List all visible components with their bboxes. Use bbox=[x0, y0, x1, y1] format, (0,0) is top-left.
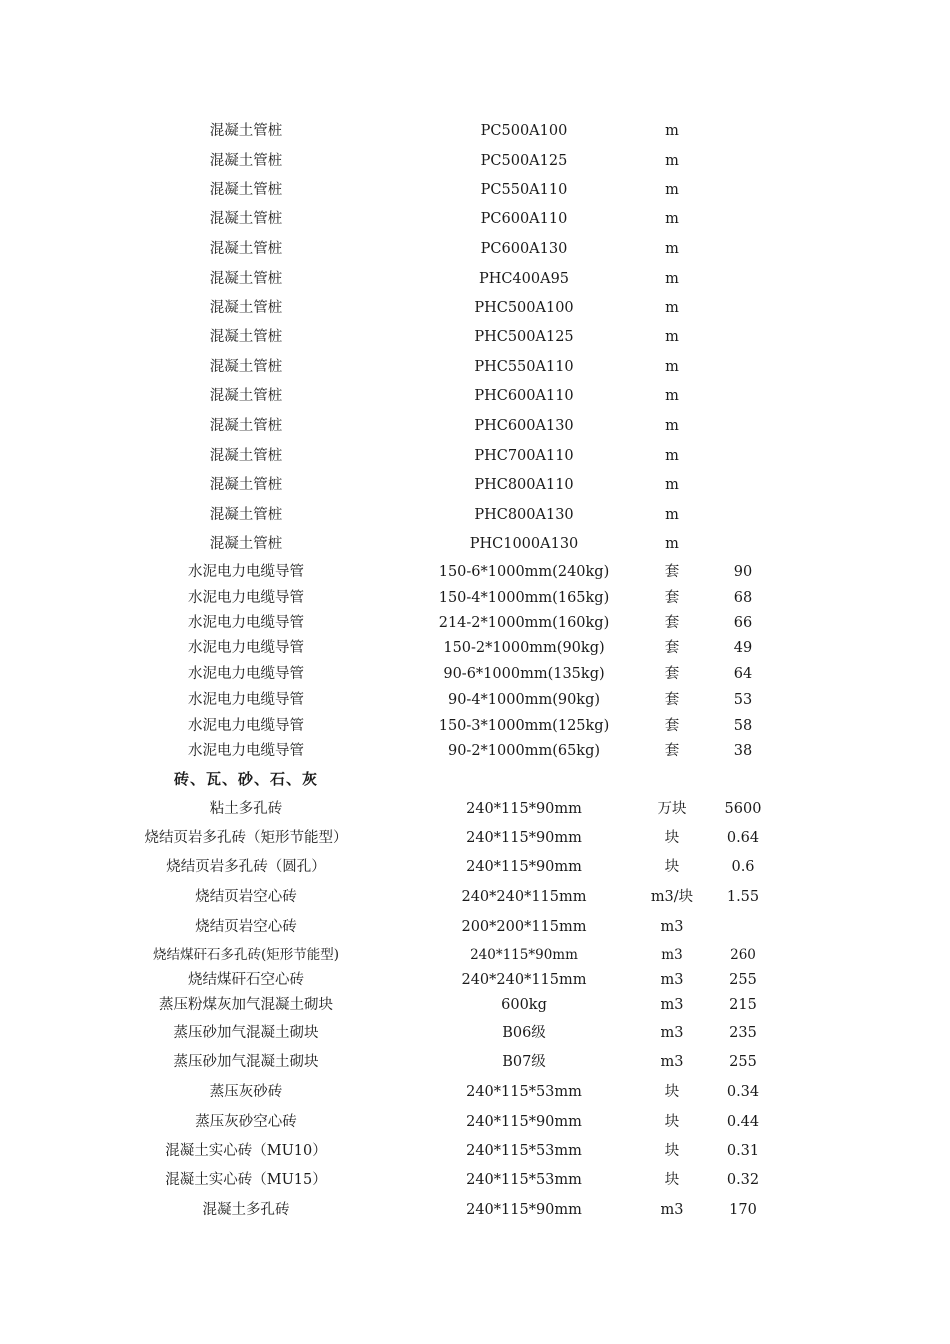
table-row bbox=[0, 1137, 950, 1165]
item-spec: PHC500A100 bbox=[474, 300, 574, 316]
item-unit: m3 bbox=[660, 1202, 684, 1218]
item-name: 蒸压砂加气混凝土砌块 bbox=[173, 1025, 319, 1041]
item-spec: PC550A110 bbox=[480, 182, 568, 198]
item-spec: PC600A130 bbox=[480, 241, 568, 257]
item-price: 38 bbox=[733, 743, 753, 759]
item-spec: PHC700A110 bbox=[474, 448, 574, 464]
item-spec: B07级 bbox=[502, 1054, 546, 1070]
item-unit: m bbox=[665, 448, 679, 464]
item-unit: 块 bbox=[664, 1172, 680, 1188]
item-unit: m bbox=[665, 241, 679, 257]
item-spec: PHC800A130 bbox=[474, 507, 574, 523]
item-name: 蒸压粉煤灰加气混凝土砌块 bbox=[159, 997, 333, 1013]
item-spec: 240*115*90mm bbox=[466, 1202, 582, 1218]
item-price: 64 bbox=[733, 666, 753, 682]
item-name: 混凝土管桩 bbox=[209, 388, 283, 404]
item-unit: m3 bbox=[660, 997, 684, 1013]
item-unit: 套 bbox=[664, 692, 680, 708]
table-row bbox=[0, 941, 950, 969]
item-spec: 90-4*1000mm(90kg) bbox=[447, 692, 601, 708]
table-row bbox=[0, 686, 950, 714]
item-spec: PHC1000A130 bbox=[469, 536, 579, 552]
table-row bbox=[0, 382, 950, 410]
item-spec: 600kg bbox=[501, 997, 547, 1013]
table-row bbox=[0, 323, 950, 351]
item-unit: m bbox=[665, 153, 679, 169]
item-name: 混凝土管桩 bbox=[209, 153, 283, 169]
item-price bbox=[700, 382, 786, 410]
table-row bbox=[0, 442, 950, 470]
table-row bbox=[0, 412, 950, 440]
item-unit: 块 bbox=[664, 830, 680, 846]
item-price bbox=[700, 913, 786, 941]
table-row bbox=[0, 660, 950, 688]
item-price bbox=[700, 501, 786, 529]
item-spec: PHC600A130 bbox=[474, 418, 574, 434]
item-price bbox=[700, 205, 786, 233]
item-spec: 240*115*53mm bbox=[466, 1172, 582, 1188]
item-unit: 块 bbox=[664, 1084, 680, 1100]
item-spec: 200*200*115mm bbox=[461, 919, 587, 935]
item-name: 水泥电力电缆导管 bbox=[188, 743, 304, 759]
item-price: 5600 bbox=[724, 801, 762, 817]
item-price bbox=[700, 530, 786, 558]
item-name: 烧结页岩多孔砖（矩形节能型） bbox=[144, 830, 348, 846]
item-spec: 90-6*1000mm(135kg) bbox=[443, 666, 605, 682]
table-row bbox=[0, 1019, 950, 1047]
item-price: 260 bbox=[730, 947, 756, 963]
item-name: 烧结页岩空心砖 bbox=[195, 889, 297, 905]
item-spec: 240*240*115mm bbox=[461, 972, 587, 988]
item-spec: 240*115*90mm bbox=[470, 947, 578, 963]
table-row bbox=[0, 501, 950, 529]
item-name: 水泥电力电缆导管 bbox=[188, 640, 304, 656]
table-row bbox=[0, 853, 950, 881]
item-spec: PC500A125 bbox=[480, 153, 568, 169]
item-unit: m bbox=[665, 123, 679, 139]
item-spec: 240*115*90mm bbox=[466, 801, 582, 817]
table-row bbox=[0, 205, 950, 233]
item-name: 混凝土实心砖（MU10） bbox=[165, 1143, 327, 1159]
table-row bbox=[0, 1048, 950, 1076]
item-price: 0.64 bbox=[726, 830, 760, 846]
table-row bbox=[0, 558, 950, 586]
item-name: 水泥电力电缆导管 bbox=[188, 615, 304, 631]
item-unit: 套 bbox=[664, 615, 680, 631]
item-price: 90 bbox=[733, 564, 753, 580]
table-row bbox=[0, 634, 950, 662]
item-price: 0.32 bbox=[726, 1172, 760, 1188]
item-price bbox=[700, 235, 786, 263]
item-price: 68 bbox=[733, 590, 753, 606]
item-unit: m3 bbox=[660, 919, 684, 935]
table-row bbox=[0, 966, 950, 994]
item-price: 255 bbox=[729, 972, 757, 988]
item-name: 混凝土管桩 bbox=[209, 271, 283, 287]
item-unit: m3 bbox=[660, 972, 684, 988]
item-price bbox=[700, 176, 786, 204]
item-unit: m bbox=[665, 536, 679, 552]
item-name: 混凝土管桩 bbox=[209, 359, 283, 375]
item-unit: m bbox=[665, 359, 679, 375]
table-row bbox=[0, 176, 950, 204]
item-price bbox=[700, 353, 786, 381]
item-name: 蒸压灰砂空心砖 bbox=[195, 1114, 297, 1130]
item-price bbox=[700, 471, 786, 499]
item-spec: 150-6*1000mm(240kg) bbox=[438, 564, 610, 580]
table-row bbox=[0, 712, 950, 740]
table-row bbox=[0, 609, 950, 637]
item-name: 水泥电力电缆导管 bbox=[188, 590, 304, 606]
item-unit: m bbox=[665, 507, 679, 523]
table-row bbox=[0, 294, 950, 322]
item-spec: PHC550A110 bbox=[474, 359, 574, 375]
item-spec: 214-2*1000mm(160kg) bbox=[438, 615, 610, 631]
item-price bbox=[700, 442, 786, 470]
item-name: 水泥电力电缆导管 bbox=[188, 692, 304, 708]
item-spec: 240*115*90mm bbox=[466, 830, 582, 846]
item-unit: 块 bbox=[664, 1143, 680, 1159]
item-price: 0.34 bbox=[726, 1084, 760, 1100]
item-name: 烧结煤矸石空心砖 bbox=[188, 972, 304, 988]
table-row bbox=[0, 117, 950, 145]
item-spec: 150-4*1000mm(165kg) bbox=[438, 590, 610, 606]
item-spec: B06级 bbox=[502, 1025, 546, 1041]
item-name: 水泥电力电缆导管 bbox=[188, 564, 304, 580]
item-spec: 240*240*115mm bbox=[461, 889, 587, 905]
table-row bbox=[0, 584, 950, 612]
item-spec: PC600A110 bbox=[480, 211, 568, 227]
table-row bbox=[0, 353, 950, 381]
table-row bbox=[0, 913, 950, 941]
item-name: 蒸压灰砂砖 bbox=[209, 1084, 283, 1100]
item-name: 混凝土实心砖（MU15） bbox=[165, 1172, 327, 1188]
item-price bbox=[700, 294, 786, 322]
item-price bbox=[700, 323, 786, 351]
item-unit: 块 bbox=[664, 859, 680, 875]
item-price: 0.6 bbox=[731, 859, 755, 875]
item-price bbox=[700, 147, 786, 175]
item-unit: m bbox=[665, 329, 679, 345]
item-name: 烧结页岩多孔砖（圆孔） bbox=[166, 859, 326, 875]
item-price: 170 bbox=[729, 1202, 757, 1218]
item-price: 58 bbox=[733, 718, 753, 734]
item-unit: m3/块 bbox=[650, 889, 694, 905]
item-price bbox=[700, 117, 786, 145]
item-name: 混凝土管桩 bbox=[209, 182, 283, 198]
table-row bbox=[0, 1108, 950, 1136]
table-row bbox=[0, 883, 950, 911]
item-name: 混凝土管桩 bbox=[209, 300, 283, 316]
item-unit: m bbox=[665, 182, 679, 198]
table-row bbox=[0, 471, 950, 499]
item-unit: 套 bbox=[664, 590, 680, 606]
item-price: 49 bbox=[733, 640, 753, 656]
item-spec: 240*115*53mm bbox=[466, 1143, 582, 1159]
item-unit: 套 bbox=[664, 564, 680, 580]
item-unit: 套 bbox=[664, 640, 680, 656]
item-name: 混凝土管桩 bbox=[209, 123, 283, 139]
item-spec: PC500A100 bbox=[480, 123, 568, 139]
item-spec: PHC500A125 bbox=[474, 329, 574, 345]
item-unit: m bbox=[665, 300, 679, 316]
item-price: 235 bbox=[729, 1025, 757, 1041]
item-unit: 套 bbox=[664, 666, 680, 682]
item-price bbox=[700, 265, 786, 293]
item-price: 0.44 bbox=[726, 1114, 760, 1130]
item-name: 水泥电力电缆导管 bbox=[188, 718, 304, 734]
item-name: 混凝土管桩 bbox=[209, 211, 283, 227]
item-price: 66 bbox=[733, 615, 753, 631]
item-price: 1.55 bbox=[726, 889, 760, 905]
item-spec: PHC800A110 bbox=[474, 477, 574, 493]
item-name: 混凝土多孔砖 bbox=[202, 1202, 290, 1218]
item-unit: m3 bbox=[661, 947, 683, 963]
item-name: 混凝土管桩 bbox=[209, 507, 283, 523]
table-row bbox=[0, 265, 950, 293]
item-unit: 套 bbox=[664, 718, 680, 734]
item-spec: PHC600A110 bbox=[474, 388, 574, 404]
item-unit: m3 bbox=[660, 1054, 684, 1070]
item-spec: 240*115*90mm bbox=[466, 1114, 582, 1130]
item-name: 烧结煤矸石多孔砖(矩形节能型) bbox=[152, 947, 340, 963]
item-unit: m bbox=[665, 418, 679, 434]
item-spec: 240*115*53mm bbox=[466, 1084, 582, 1100]
item-name: 混凝土管桩 bbox=[209, 418, 283, 434]
table-row bbox=[0, 530, 950, 558]
item-name: 水泥电力电缆导管 bbox=[188, 666, 304, 682]
item-name: 烧结页岩空心砖 bbox=[195, 919, 297, 935]
table-row bbox=[0, 824, 950, 852]
item-price: 215 bbox=[729, 997, 757, 1013]
item-name: 混凝土管桩 bbox=[209, 329, 283, 345]
table-row bbox=[0, 795, 950, 823]
section-title: 砖、瓦、砂、石、灰 bbox=[173, 770, 318, 788]
item-name: 混凝土管桩 bbox=[209, 241, 283, 257]
item-unit: m bbox=[665, 477, 679, 493]
item-unit: m bbox=[665, 211, 679, 227]
item-unit: 套 bbox=[664, 743, 680, 759]
item-name: 混凝土管桩 bbox=[209, 477, 283, 493]
item-name: 混凝土管桩 bbox=[209, 448, 283, 464]
item-name: 混凝土管桩 bbox=[209, 536, 283, 552]
item-unit: m bbox=[665, 388, 679, 404]
table-row bbox=[0, 1166, 950, 1194]
item-price bbox=[700, 412, 786, 440]
item-unit: m bbox=[665, 271, 679, 287]
item-spec: 240*115*90mm bbox=[466, 859, 582, 875]
item-unit: m3 bbox=[660, 1025, 684, 1041]
item-spec: 150-3*1000mm(125kg) bbox=[438, 718, 610, 734]
table-row bbox=[0, 1196, 950, 1224]
table-row bbox=[0, 1078, 950, 1106]
item-name: 蒸压砂加气混凝土砌块 bbox=[173, 1054, 319, 1070]
item-price: 0.31 bbox=[726, 1143, 760, 1159]
item-price: 255 bbox=[729, 1054, 757, 1070]
item-spec: PHC400A95 bbox=[478, 271, 570, 287]
item-price: 53 bbox=[733, 692, 753, 708]
item-unit: 万块 bbox=[657, 801, 687, 817]
table-row bbox=[0, 147, 950, 175]
item-spec: 90-2*1000mm(65kg) bbox=[447, 743, 601, 759]
table-row bbox=[0, 737, 950, 765]
table-row bbox=[0, 235, 950, 263]
table-row bbox=[0, 991, 950, 1019]
item-name: 粘土多孔砖 bbox=[209, 801, 283, 817]
item-spec: 150-2*1000mm(90kg) bbox=[443, 640, 605, 656]
item-unit: 块 bbox=[664, 1114, 680, 1130]
